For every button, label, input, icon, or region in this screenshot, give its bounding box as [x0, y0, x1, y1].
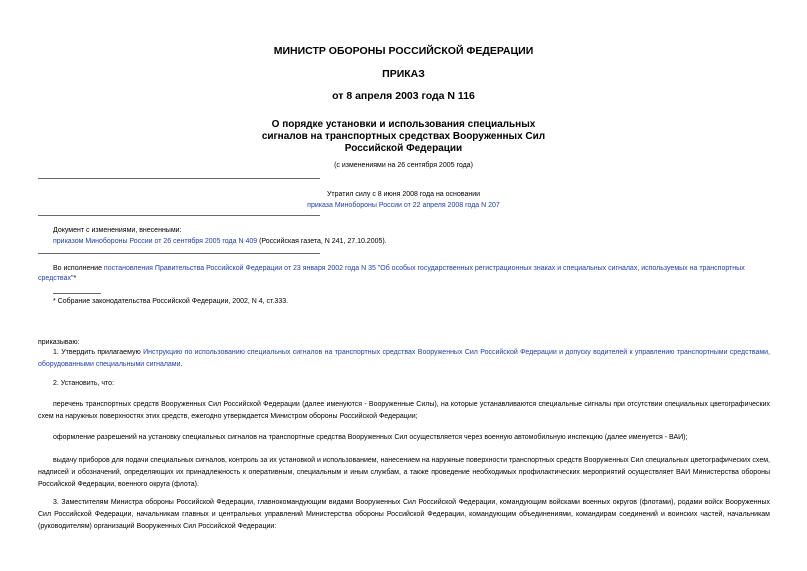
title-line-1: О порядке установки и использования специальных: [271, 119, 536, 130]
doc-type-heading: ПРИКАЗ: [382, 68, 425, 80]
amendment-note: (с изменениями на 26 сентября 2005 года): [334, 162, 473, 169]
paragraph-1: [38, 347, 770, 371]
paragraph-2: 2. Установить, что:: [53, 380, 115, 387]
amendments-intro: Документ с изменениями, внесенными:: [53, 227, 182, 234]
date-number-heading: от 8 апреля 2003 года N 116: [332, 90, 475, 102]
amendment-link[interactable]: приказом Минобороны России от 26 сентября 2005 года N 409: [53, 238, 258, 245]
order-word: приказываю:: [38, 339, 80, 346]
preamble-text: Во исполнение: [53, 265, 104, 272]
amendment-source: (Российская газета, N 241, 27.10.2005).: [257, 238, 387, 245]
status-line: Утратил силу с 8 июня 2008 года на основании: [326, 191, 481, 198]
footnote-marker: *: [73, 275, 77, 282]
title-line-2: сигналов на транспортных средствах Вооруженных Сил: [261, 131, 546, 142]
ministry-heading: МИНИСТР ОБОРОНЫ РОССИЙСКОЙ ФЕДЕРАЦИИ: [273, 45, 534, 57]
footnote: * Собрание законодательства Российской Федерации, 2002, N 4, ст.333.: [53, 298, 289, 305]
amendments-line: [53, 237, 387, 247]
instruction-link[interactable]: Инструкцию по использованию специальных сигналов на транспортных средствах Вооруженных Сил Российской Федерации и допуску водителей к управлению транспортными средствами, оборудованными специальными сигналами: [38, 349, 770, 368]
divider: [38, 178, 320, 179]
title-line-3: Российской Федерации: [344, 143, 463, 154]
paragraph-3: перечень транспортных средств Вооруженных Сил Российской Федерации (далее именуются - Вооруженные Силы), на которые устанавливаются специальные сигналы при отсутствии специальных цветографических схем на наружных поверхностях этих средств, ежегодно утверждается Министром обороны Российской Федерации;: [38, 401, 770, 420]
paragraph-4: оформление разрешений на установку специальных сигналов на транспортные средства Вооруженных Сил осуществляется через военную автомобильную инспекцию (далее именуется - ВАИ);: [53, 434, 688, 441]
paragraph-1-text: 1. Утвердить прилагаемую: [53, 349, 144, 356]
preamble-link[interactable]: постановления Правительства Российской Федерации от 23 января 2002 года N 35 "Об особых государственных регистрационных знаках и специальных сигналах, используемых на транспортных средствах": [38, 265, 745, 282]
footnote-divider: [53, 293, 101, 294]
preamble: [38, 264, 770, 284]
divider: [38, 215, 320, 216]
status-link[interactable]: приказа Минобороны России от 22 апреля 2008 года N 207: [307, 202, 500, 209]
paragraph-1-end: .: [180, 361, 183, 368]
divider: [38, 253, 320, 254]
paragraph-5: выдачу приборов для подачи специальных сигналов, контроль за их установкой и использованием, нанесением на наружные поверхности транспортных средств Вооруженных Сил специальных цветографических схем, надписей и обозначений, определяющих их принадлежность к оперативным, специальным и иным службам, а также проведение необходимых профилактических мероприятий осуществляет ВАИ Министерства обороны Российской Федерации, военного округа (флота).: [38, 457, 770, 488]
paragraph-6: 3. Заместителям Министра обороны Российской Федерации, главнокомандующим видами Вооруженных Сил Российской Федерации, командующим войсками военных округов (флотами), родами войск Вооруженных Сил Российской Федерации, начальникам главных и центральных управлений Министерства обороны Российской Федерации, командующим объединениями, командирам соединений и воинских частей, начальникам (руководителям) организаций Вооруженных Сил Российской Федерации:: [38, 499, 770, 530]
